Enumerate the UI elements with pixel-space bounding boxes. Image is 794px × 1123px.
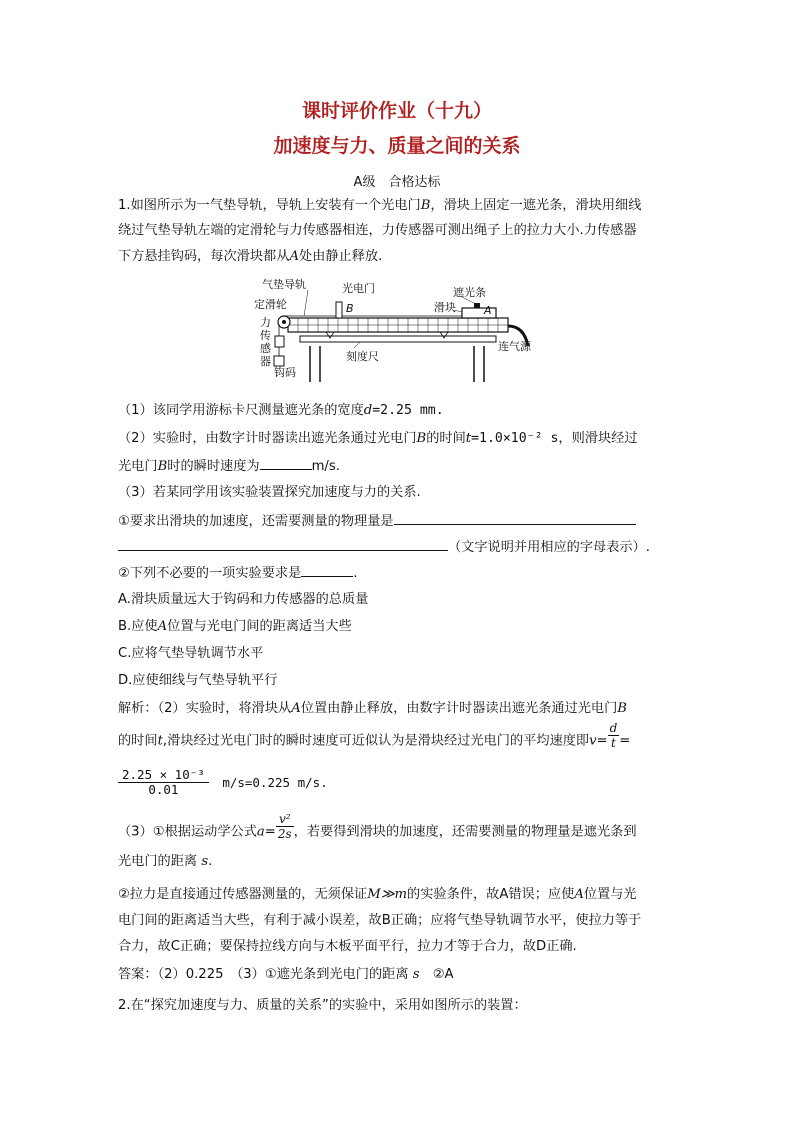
q1-part1: （1）该同学用游标卡尺测量遮光条的宽度d=2.25 mm. bbox=[118, 403, 444, 418]
answer-line: 答案：（2）0.225 （3）①遮光条到光电门的距离 s ②A bbox=[118, 967, 454, 982]
q1-stem-line1: 1.如图所示为一气垫导轨，导轨上安装有一个光电门B，滑块上固定一遮光条，滑块用细线 bbox=[118, 198, 642, 213]
velocity-answer-blank[interactable] bbox=[260, 456, 312, 470]
q1-stem-line2: 绕过气垫导轨左端的定滑轮与力传感器相连，力传感器可测出绳子上的拉力大小.力传感器 bbox=[118, 223, 637, 238]
q1-part3-2: ②下列不必要的一项实验要求是 . bbox=[118, 563, 357, 583]
option-c: C.应将气垫导轨调节水平 bbox=[118, 646, 264, 661]
q1-part3-1-line2: （文字说明并用相应的字母表示）. bbox=[118, 537, 650, 557]
q2-stem: 2.在“探究加速度与力、质量的关系”的实验中，采用如图所示的装置： bbox=[118, 998, 527, 1013]
page-subtitle: 加速度与力、质量之间的关系 bbox=[273, 135, 521, 157]
requirement-answer-blank[interactable] bbox=[301, 563, 353, 577]
label-air-rail: 气垫导轨 bbox=[262, 278, 306, 291]
option-d: D.应使细线与气垫导轨平行 bbox=[118, 673, 278, 688]
quantity-answer-blank-2[interactable] bbox=[118, 537, 448, 551]
velocity-calculation: $\frac{\text{2.25 × 10⁻³}}{0.01}$ m/s=0.225 m/s. bbox=[118, 768, 328, 797]
analysis-line2: 的时间t,滑块经过光电门时的瞬时速度可近似认为是滑块经过光电门的平均速度即v= $\frac{d}{t}$ = bbox=[118, 721, 631, 750]
q1-part2-line2: 光电门B时的瞬时速度为 m/s. bbox=[118, 456, 340, 476]
option-b: B.应使A位置与光电门间的距离适当大些 bbox=[118, 619, 352, 634]
section-level: A级 合格达标 bbox=[353, 175, 441, 190]
quantity-answer-blank[interactable] bbox=[394, 511, 636, 525]
label-photogate: 光电门 bbox=[342, 282, 375, 295]
q1-part3-1: ①要求出滑块的加速度，还需要测量的物理量是 bbox=[118, 511, 636, 531]
label-pulley: 定滑轮 bbox=[254, 298, 287, 311]
q1-part2: （2）实验时，由数字计时器读出遮光条通过光电门B的时间t=1.0×10⁻² s，则滑块经过 bbox=[118, 431, 638, 446]
analysis-line5: ②拉力是直接通过传感器测量的，无须保证M≫m的实验条件，故A错误；应使A位置与光 bbox=[118, 887, 637, 902]
q1-part3: （3）若某同学用该实验装置探究加速度与力的关系. bbox=[118, 485, 421, 500]
label-sensor-2: 传 bbox=[260, 329, 271, 342]
analysis-line1: 解析：（2）实验时，将滑块从A位置由静止释放，由数字计时器读出遮光条通过光电门B bbox=[118, 701, 627, 716]
label-sensor-3: 感 bbox=[260, 342, 271, 355]
fraction-v2-over-2s: $\frac{\text{v²}}{2s}$ bbox=[277, 812, 292, 841]
page-title: 课时评价作业（十九） bbox=[301, 100, 492, 122]
label-hook-weight: 钩码 bbox=[274, 366, 296, 379]
label-air-source: 连气源 bbox=[498, 340, 531, 353]
label-shading-strip: 遮光条 bbox=[453, 286, 486, 299]
air-track-diagram bbox=[248, 276, 548, 386]
analysis-line7: 合力，故C正确；要保持拉线方向与木板平面平行，拉力才等于合力，故D正确. bbox=[118, 939, 577, 954]
option-a: A.滑块质量远大于钩码和力传感器的总质量 bbox=[118, 592, 369, 607]
label-a: A bbox=[484, 304, 492, 317]
label-gate-b: B bbox=[346, 302, 354, 315]
label-ruler: 刻度尺 bbox=[346, 350, 379, 363]
analysis-line6: 电门间的距离适当大些，有利于减小误差，故B正确；应将气垫导轨调节水平，使拉力等于 bbox=[118, 913, 642, 928]
label-sensor-4: 器 bbox=[260, 355, 271, 368]
label-slider: 滑块 bbox=[434, 301, 456, 314]
q1-stem-line3: 下方悬挂钩码，每次滑块都从A处由静止释放. bbox=[118, 249, 383, 264]
label-sensor-1: 力 bbox=[260, 316, 271, 329]
analysis-line3: （3）①根据运动学公式a= $\frac{\text{v²}}{2s}$ ，若要得到滑块的加速度，还需要测量的物理量是遮光条到 bbox=[118, 812, 637, 841]
fraction-d-over-t: $\frac{d}{t}$ bbox=[609, 721, 618, 750]
analysis-line4: 光电门的距离 s. bbox=[118, 854, 213, 869]
